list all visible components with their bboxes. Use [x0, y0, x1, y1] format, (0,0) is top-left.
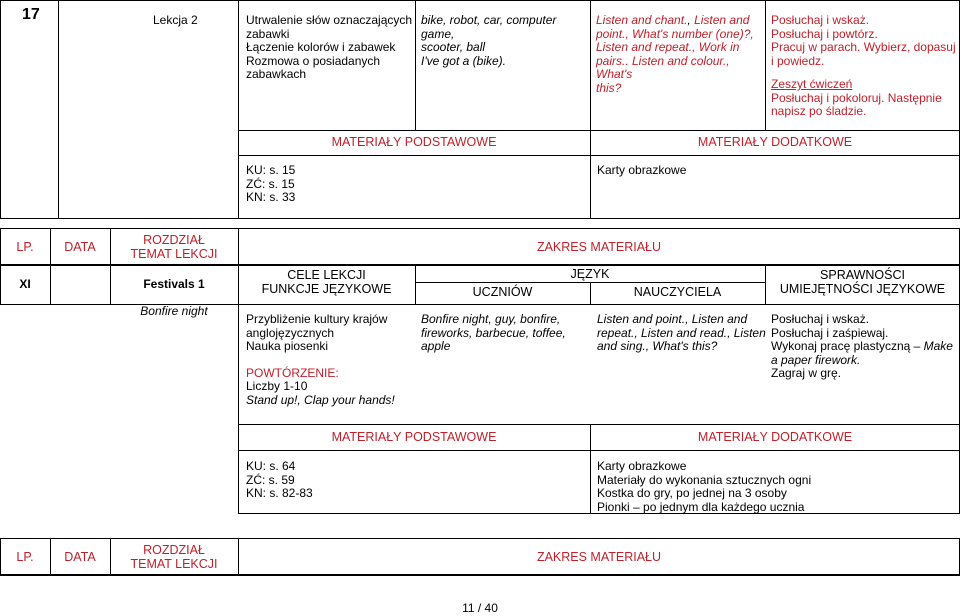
- language-heading: JĘZYK: [570, 267, 610, 281]
- lesson-title: Bonfire night: [140, 304, 208, 318]
- header-data: DATA: [64, 240, 96, 254]
- header-rozdzial-2: ROZDZIAŁ TEMAT LEKCJI: [130, 543, 218, 571]
- student-heading: UCZNIÓW: [472, 285, 533, 299]
- teacher-heading: NAUCZYCIELA: [633, 285, 722, 299]
- header-rozdzial: ROZDZIAŁ TEMAT LEKCJI: [130, 233, 218, 261]
- page-number: 11 / 40: [462, 601, 498, 615]
- teacher-language: Listen and point., Listen and repeat., Listen and read., Listen and sing., What's this?: [597, 312, 766, 353]
- goals-heading: CELE LEKCJI FUNKCJE JĘZYKOWE: [261, 268, 392, 296]
- unit-roman: XI: [19, 277, 31, 291]
- header-lp-2: LP.: [16, 550, 34, 564]
- materials-basic-heading: MATERIAŁY PODSTAWOWE: [331, 135, 497, 149]
- header-lp: LP.: [16, 240, 34, 254]
- basic-materials: KU: s. 15 ZĆ: s. 15 KN: s. 33: [246, 163, 296, 204]
- lesson-label: Lekcja 2: [153, 13, 198, 27]
- skills-heading: SPRAWNOŚCI UMIEJĘTNOŚCI JĘZYKOWE: [779, 268, 946, 296]
- topic-text: Utrwalenie słów oznaczających zabawki Łączenie kolorów i zabawek Rozmowa o posiadanych zabawkach: [246, 13, 413, 81]
- header-zakres-2: ZAKRES MATERIAŁU: [536, 550, 662, 564]
- student-language: Bonfire night, guy, bonfire, fireworks, barbecue, toffee, apple: [421, 312, 566, 353]
- unit-title: Festivals 1: [143, 277, 205, 291]
- extra-materials: Karty obrazkowe: [597, 163, 687, 177]
- header-zakres: ZAKRES MATERIAŁU: [536, 240, 662, 254]
- skills-list: Posłuchaj i wskaż. Posłuchaj i zaśpiewaj. Wykonaj pracę plastyczną – Make a paper firework. Zagraj w grę.: [771, 312, 953, 380]
- teacher-commands: Listen and chant., Listen and point., What's number (one)?, Listen and repeat., Work in pairs.. Listen and colour., What's this?: [596, 13, 754, 95]
- lesson-goals: Przybliżenie kultury krajów anglojęzycznych Nauka piosenki POWTÓRZENIE: Liczby 1-10 Stand up!, Clap your hands!: [246, 312, 395, 407]
- basic-materials-2: KU: s. 64 ZĆ: s. 59 KN: s. 82-83: [246, 459, 313, 500]
- vocab-text: bike, robot, car, computer game, scooter, ball I've got a (bike).: [421, 13, 557, 68]
- extra-materials-2: Karty obrazkowe Materiały do wykonania sztucznych ogni Kostka do gry, po jednej na 3 osoby Pionki – po jednym dla każdego ucznia: [597, 459, 812, 514]
- workbook-label: Zeszyt ćwiczeń: [771, 77, 853, 91]
- materials-basic-heading-2: MATERIAŁY PODSTAWOWE: [331, 430, 497, 444]
- lesson-number: 17: [22, 6, 40, 23]
- skills-text: Posłuchaj i wskaż. Posłuchaj i powtórz. Pracuj w parach. Wybierz, dopasuj i powiedz. Zeszyt ćwiczeń Posłuchaj i pokoloruj. Następnie napisz po śladzie.: [771, 14, 959, 119]
- header-data-2: DATA: [64, 550, 96, 564]
- materials-extra-heading: MATERIAŁY DODATKOWE: [697, 135, 853, 149]
- materials-extra-heading-2: MATERIAŁY DODATKOWE: [697, 430, 853, 444]
